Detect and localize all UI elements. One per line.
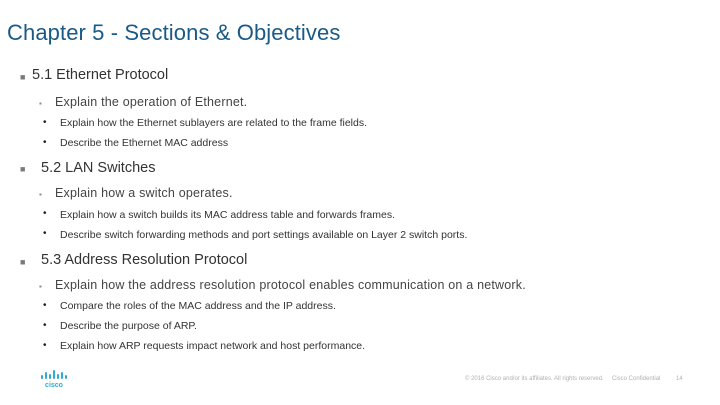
objective-bullet: ▪ — [39, 99, 42, 108]
cisco-logo-icon — [40, 370, 68, 388]
point-text: Describe the Ethernet MAC address — [60, 137, 229, 149]
objective-text: Explain how the address resolution protocol enables communication on a network. — [55, 278, 526, 292]
point-bullet: • — [43, 208, 47, 219]
point-text: Describe the purpose of ARP. — [60, 320, 197, 332]
section-bullet: ■ — [20, 72, 26, 82]
objective-text: Explain the operation of Ethernet. — [55, 95, 248, 109]
objective-text: Explain how a switch operates. — [55, 186, 233, 200]
point-bullet: • — [43, 300, 47, 311]
copyright-text: © 2016 Cisco and/or its affiliates. All rights reserved. — [465, 376, 604, 382]
confidential-label: Cisco Confidential — [612, 376, 661, 382]
point-text: Compare the roles of the MAC address and the IP address. — [60, 300, 336, 312]
point-bullet: • — [43, 117, 47, 128]
section-heading: 5.2 LAN Switches — [41, 160, 156, 176]
point-text: Explain how the Ethernet sublayers are related to the frame fields. — [60, 117, 368, 129]
logo-text: cisco — [45, 382, 63, 388]
section-heading: 5.1 Ethernet Protocol — [32, 67, 169, 83]
objective-bullet: ▪ — [39, 282, 42, 291]
point-bullet: • — [43, 228, 47, 239]
point-text: Explain how ARP requests impact network and host performance. — [60, 340, 366, 352]
section-heading: 5.3 Address Resolution Protocol — [41, 252, 248, 268]
section-bullet: ■ — [20, 257, 26, 267]
point-text: Explain how a switch builds its MAC address table and forwards frames. — [60, 209, 395, 221]
slide-title: Chapter 5 - Sections & Objectives — [7, 20, 341, 45]
section-bullet: ■ — [20, 164, 26, 174]
point-bullet: • — [43, 340, 47, 351]
point-bullet: • — [43, 320, 47, 331]
page-number: 14 — [676, 376, 683, 382]
point-bullet: • — [43, 137, 47, 148]
point-text: Describe switch forwarding methods and port settings available on Layer 2 switch ports. — [60, 229, 468, 241]
objective-bullet: ▪ — [39, 190, 42, 199]
